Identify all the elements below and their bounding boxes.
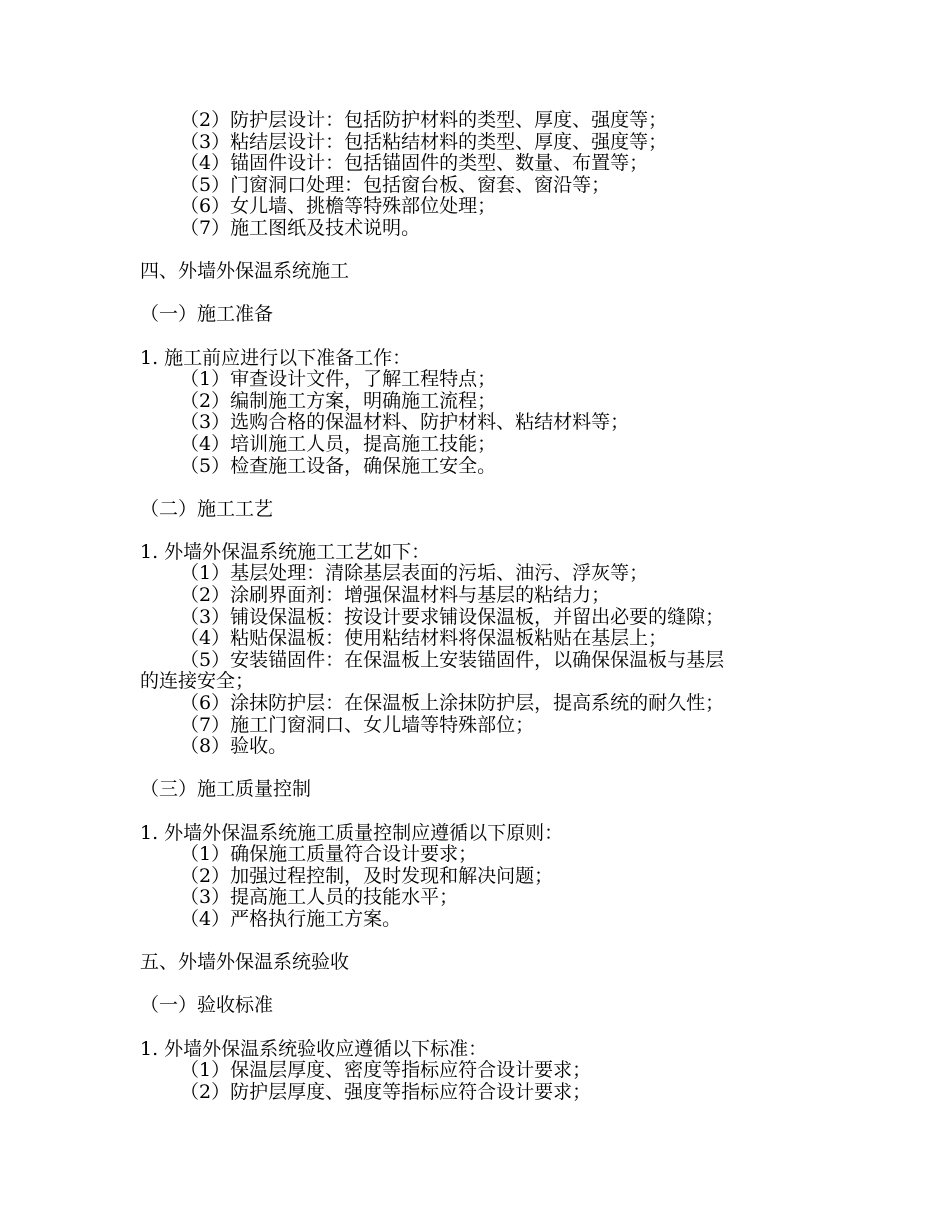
- subsection-heading: （一）验收标准: [140, 994, 274, 1017]
- section-heading: 四、外墙外保温系统施工: [140, 260, 350, 283]
- list-item: （1）基层处理：清除基层表面的污垢、油污、浮灰等；: [180, 562, 649, 585]
- list-item: （1）确保施工质量符合设计要求；: [180, 843, 478, 866]
- subsection-heading: （三）施工质量控制: [140, 778, 312, 801]
- list-item-continuation: 的连接安全；: [140, 670, 255, 693]
- document-body: [140, 110, 800, 1103]
- list-item: （3）提高施工人员的技能水平；: [180, 886, 459, 909]
- list-item: （5）安装锚固件：在保温板上安装锚固件，以确保保温板与基层: [180, 648, 725, 671]
- list-item: （1）保温层厚度、密度等指标应符合设计要求；: [180, 1059, 592, 1082]
- list-item: （2）涂刷界面剂：增强保温材料与基层的粘结力；: [180, 584, 611, 607]
- process-list: [140, 563, 800, 757]
- list-item: （1）审查设计文件，了解工程特点；: [180, 368, 497, 391]
- list-item: （2）加强过程控制，及时发现和解决问题；: [180, 864, 554, 887]
- paragraph-lead: 1. 外墙外保温系统验收应遵循以下标准：: [140, 1037, 488, 1060]
- list-item: （2）编制施工方案，明确施工流程；: [180, 389, 497, 412]
- list-item: （7）施工图纸及技术说明。: [180, 216, 421, 239]
- paragraph-lead: 1. 施工前应进行以下准备工作：: [140, 346, 412, 369]
- acceptance-list: [140, 1060, 800, 1103]
- list-item: （3）选购合格的保温材料、防护材料、粘结材料等；: [180, 411, 630, 434]
- preparation-list: [140, 369, 800, 477]
- list-item: （2）防护层设计：包括防护材料的类型、厚度、强度等；: [180, 109, 668, 131]
- list-item: （4）培训施工人员，提高施工技能；: [180, 432, 497, 455]
- subsection-heading: （二）施工工艺: [140, 497, 274, 520]
- list-item: （2）防护层厚度、强度等指标应符合设计要求；: [180, 1080, 592, 1103]
- section-heading: 五、外墙外保温系统验收: [140, 951, 350, 974]
- list-item: （5）门窗洞口处理：包括窗台板、窗套、窗沿等；: [180, 173, 611, 196]
- list-item: （8）验收。: [180, 735, 288, 758]
- paragraph-lead: 1. 外墙外保温系统施工工艺如下：: [140, 540, 431, 563]
- list-item: （3）粘结层设计：包括粘结材料的类型、厚度、强度等；: [180, 130, 668, 153]
- paragraph-lead: 1. 外墙外保温系统施工质量控制应遵循以下原则：: [140, 821, 564, 844]
- list-item: （3）铺设保温板：按设计要求铺设保温板，并留出必要的缝隙；: [180, 605, 725, 628]
- list-item: （4）锚固件设计：包括锚固件的类型、数量、布置等；: [180, 152, 649, 175]
- list-item: （4）严格执行施工方案。: [180, 907, 402, 930]
- list-item: （6）女儿墙、挑檐等特殊部位处理；: [180, 195, 497, 218]
- list-item: （4）粘贴保温板：使用粘结材料将保温板粘贴在基层上；: [180, 627, 668, 650]
- subsection-heading: （一）施工准备: [140, 303, 274, 326]
- design-items-list: [140, 110, 800, 240]
- list-item: （7）施工门窗洞口、女儿墙等特殊部位；: [180, 713, 535, 736]
- quality-list: [140, 844, 800, 930]
- list-item: （6）涂抹防护层：在保温板上涂抹防护层，提高系统的耐久性；: [180, 692, 725, 715]
- list-item: （5）检查施工设备，确保施工安全。: [180, 454, 497, 477]
